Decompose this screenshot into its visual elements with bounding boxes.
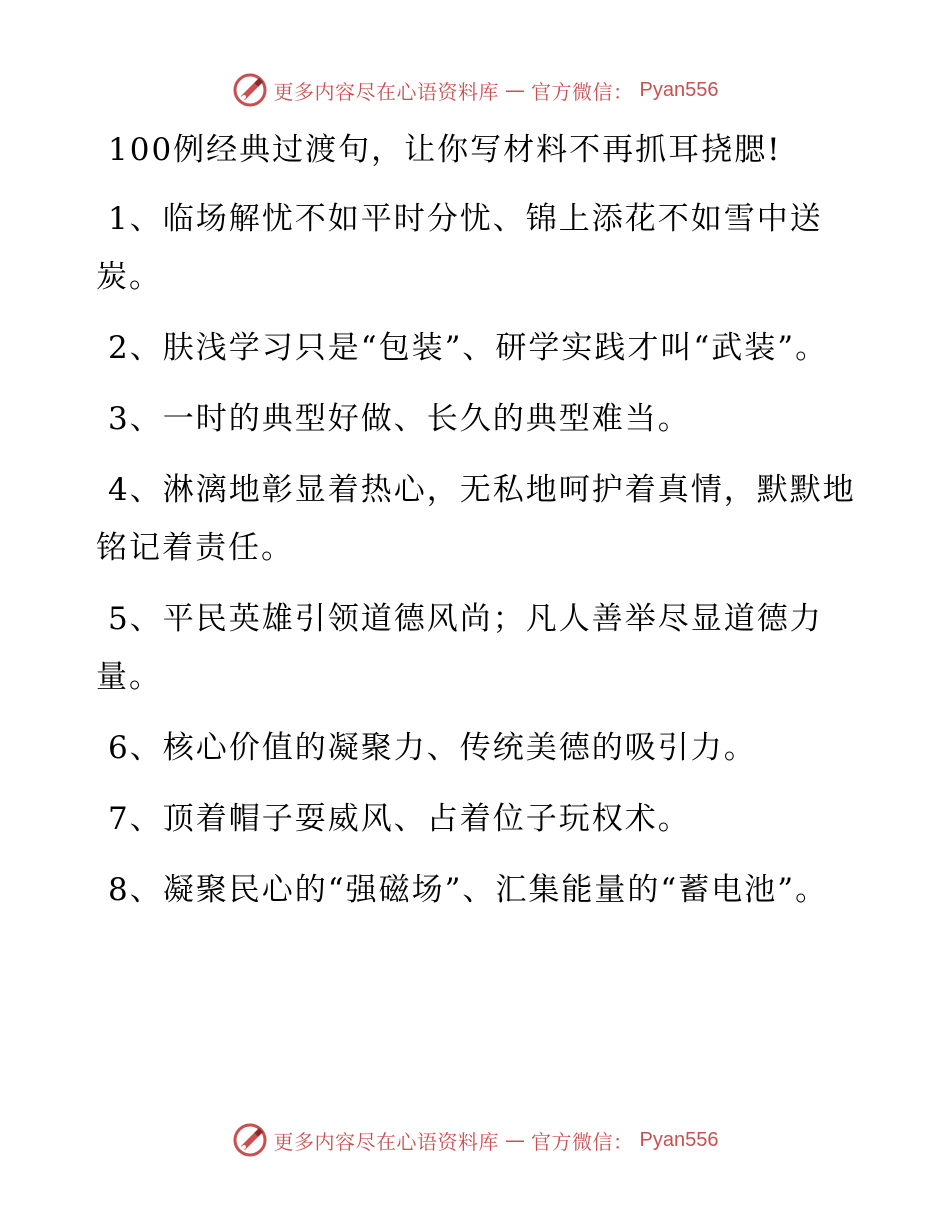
document-title: 100例经典过渡句，让你写材料不再抓耳挠腮!	[108, 132, 782, 168]
watermark-label: 官方微信：	[531, 1129, 634, 1154]
list-item: 3、一时的典型好做、长久的典型难当。	[108, 401, 691, 437]
watermark-separator: —	[505, 78, 526, 102]
watermark-id: Pyan556	[639, 78, 719, 101]
list-item: 6、核心价值的凝聚力、传统美德的吸引力。	[108, 730, 757, 766]
header-watermark	[0, 70, 950, 110]
list-item: 5、平民英雄引领道德风尚；凡人善举尽显道德力量。	[96, 601, 823, 695]
pen-logo-icon	[232, 1122, 268, 1158]
list-item: 8、凝聚民心的“强磁场”、汇集能量的“蓄电池”。	[108, 872, 829, 908]
watermark-text: 更多内容尽在心语资料库	[273, 79, 500, 104]
document-body	[96, 122, 856, 932]
watermark-separator: —	[505, 1128, 526, 1152]
list-item: 1、临场解忧不如平时分忧、锦上添花不如雪中送炭。	[96, 201, 823, 295]
list-item: 2、肤浅学习只是“包装”、研学实践才叫“武装”。	[108, 330, 829, 366]
pen-logo-icon	[232, 72, 268, 108]
watermark-text: 更多内容尽在心语资料库	[273, 1129, 500, 1154]
list-item: 7、顶着帽子耍威风、占着位子玩权术。	[108, 801, 691, 837]
watermark-id: Pyan556	[639, 1128, 719, 1151]
watermark-label: 官方微信：	[531, 79, 634, 104]
footer-watermark	[0, 1120, 950, 1160]
list-item: 4、淋漓地彰显着热心，无私地呵护着真情，默默地铭记着责任。	[96, 472, 856, 566]
